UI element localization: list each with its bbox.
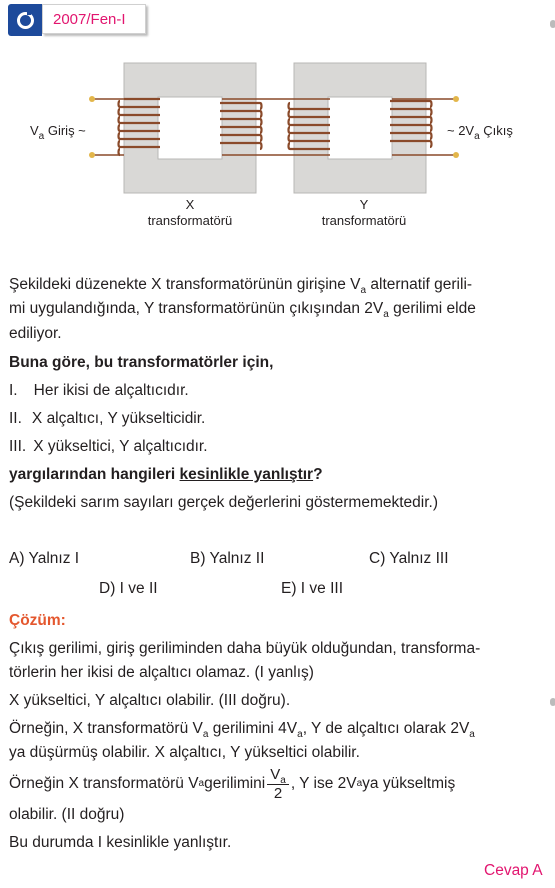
edge-mark-middle (550, 698, 555, 706)
question-ask: yargılarından hangileri kesinlikle yanlıştır? (9, 466, 323, 483)
output-label: ~ $2V_a$ Çıkış (447, 123, 513, 142)
input-terminal-bottom (89, 152, 95, 158)
x-transformer-label: X transformatörü (147, 197, 233, 228)
y-secondary-coil (390, 101, 432, 147)
statement-3: III. X yükseltici, Y alçaltıcıdır. (9, 438, 208, 455)
fraction-va-over-2: $\frac{V_a}{2}$ (267, 766, 289, 803)
output-terminal-top (453, 96, 459, 102)
solution-p2: X yükseltici, Y alçaltıcı olabilir. (III doğru). (9, 692, 291, 709)
question-note: (Şekildeki sarım sayıları gerçek değerlerini göstermemektedir.) (9, 494, 438, 511)
source-label: 2007/Fen-I (42, 4, 146, 34)
statement-2: II. X alçaltıcı, Y yükselticidir. (9, 410, 206, 427)
solution-p3-line-2: ya düşürmüş olabilir. X alçaltıcı, Y yükseltici olabilir. (9, 744, 360, 761)
question-intro-line-2: mi uygulandığında, Y transformatörünün çıkışından $2V_a$ gerilimi elde (9, 300, 476, 320)
solution-p4-line-1: Örneğin X transformatörü V a gerilimini $\frac{V_a}{2}$ , Y ise 2V a ya yükseltmiş (9, 765, 456, 802)
source-tag (8, 4, 146, 36)
y-transformer-core (294, 63, 426, 193)
option-a[interactable]: A) Yalnız I (9, 550, 80, 567)
solution-p1-line-2: törlerin her ikisi de alçaltıcı olamaz. (I yanlış) (9, 664, 314, 681)
option-d[interactable]: D) I ve II (99, 580, 158, 597)
solution-p5: Bu durumda I kesinlikle yanlıştır. (9, 834, 232, 851)
input-terminal-top (89, 96, 95, 102)
input-label: $V_a$ Giriş ~ (30, 123, 86, 142)
solution-title: Çözüm: (9, 612, 66, 629)
option-c[interactable]: C) Yalnız III (369, 550, 449, 567)
solution-p3-line-1: Örneğin, X transformatörü $V_a$ gerilimini $4V_a$, Y de alçaltıcı olarak $2V_a$ (9, 720, 475, 740)
y-transformer-label: Y transformatörü (321, 197, 407, 228)
question-intro-line-3: ediliyor. (9, 325, 62, 342)
edge-mark-top (550, 20, 555, 28)
solution-p4-line-2: olabilir. (II doğru) (9, 806, 125, 823)
refresh-icon (8, 4, 42, 36)
option-e[interactable]: E) I ve III (281, 580, 344, 597)
solution-p1-line-1: Çıkış gerilimi, giriş geriliminden daha büyük olduğundan, transforma- (9, 640, 481, 657)
statement-1: I. Her ikisi de alçaltıcıdır. (9, 382, 189, 399)
x-secondary-coil (220, 103, 262, 149)
transformer-diagram (0, 55, 555, 235)
question-lead: Buna göre, bu transformatörler için, (9, 354, 274, 371)
answer-label: Cevap A (484, 862, 543, 879)
option-b[interactable]: B) Yalnız II (190, 550, 265, 567)
question-intro-line-1: Şekildeki düzenekte X transformatörünün girişine $V_a$ alternatif gerili- (9, 276, 473, 296)
output-terminal-bottom (453, 152, 459, 158)
